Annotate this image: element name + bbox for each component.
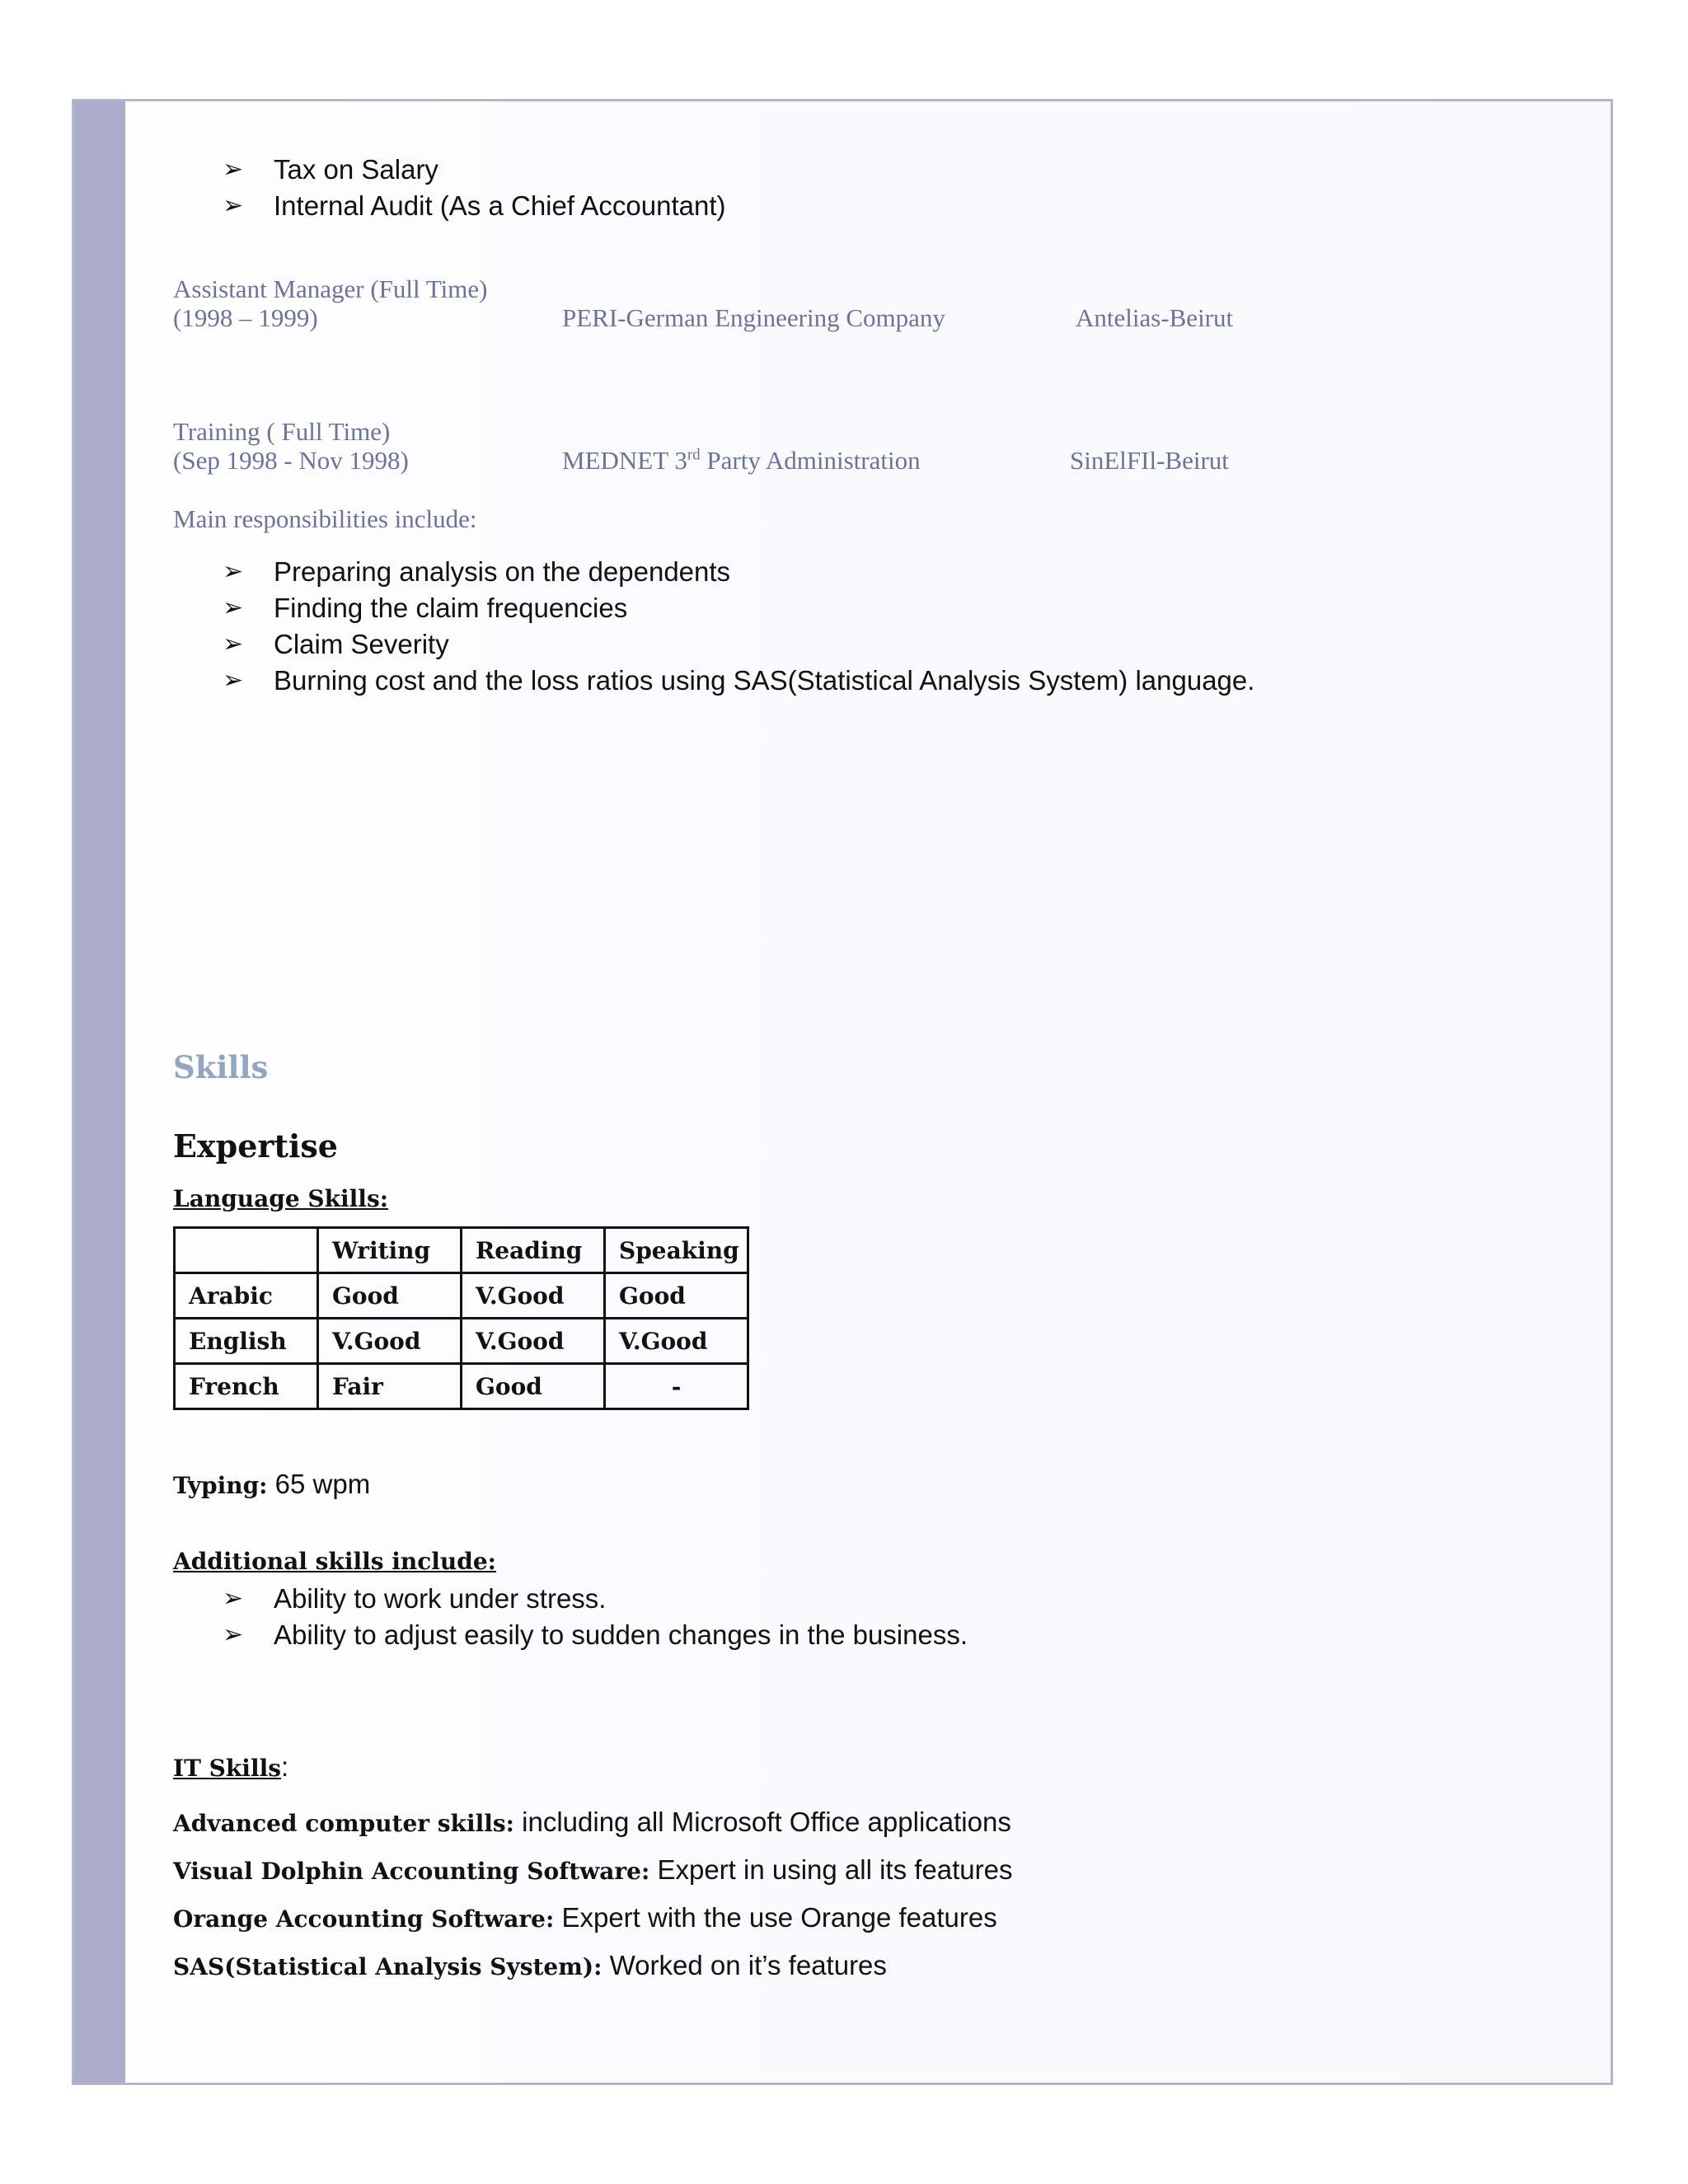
it-skill-label: SAS(Statistical Analysis System): [173,1953,603,1980]
job2-company [562,446,921,476]
table-cell: Arabic [175,1273,318,1319]
typing-value: 65 wpm [267,1469,371,1499]
language-table [173,1226,749,1410]
list-item-text: Finding the claim frequencies [274,593,628,623]
table-header-cell: Speaking [605,1228,748,1273]
arrow-bullet-icon: ➢ [223,630,244,658]
it-skills-heading [173,1751,288,1783]
skills-heading: Skills [173,1049,269,1085]
table-cell: - [605,1364,748,1409]
table-header-row [175,1228,748,1273]
it-skill-row [173,1950,887,1981]
arrow-bullet-icon: ➢ [223,156,244,183]
table-cell: V.Good [605,1319,748,1364]
job1-title: Assistant Manager (Full Time) [173,274,488,303]
job2-company-prefix: MEDNET 3 [562,446,687,475]
job2-location: SinElFIl-Beirut [1070,446,1229,475]
side-bar [74,101,125,2083]
arrow-bullet-icon: ➢ [223,558,244,585]
table-row [175,1273,748,1319]
it-skill-label: Advanced computer skills: [173,1810,514,1837]
arrow-bullet-icon: ➢ [223,192,244,219]
table-header-cell: Writing [318,1228,462,1273]
arrow-bullet-icon: ➢ [223,667,244,694]
it-skill-row [173,1807,1011,1838]
list-item-text: Internal Audit (As a Chief Accountant) [274,190,726,221]
typing-row [173,1469,370,1500]
job2-dates: (Sep 1998 - Nov 1998) [173,446,409,475]
it-skill-label: Visual Dolphin Accounting Software: [173,1858,650,1885]
it-skills-label: IT Skills [173,1755,281,1782]
table-cell: English [175,1319,318,1364]
additional-skills-label: Additional skills include: [173,1548,496,1575]
table-cell: V.Good [318,1319,462,1364]
page-frame [72,99,1613,2085]
table-row [175,1364,748,1409]
list-item-text: Claim Severity [274,629,449,659]
list-item-text: Burning cost and the loss ratios using SAS(Statistical Analysis System) language. [274,665,1255,696]
job1-company: PERI-German Engineering Company [562,303,945,332]
table-cell: V.Good [462,1319,605,1364]
job2-company-suffix: Party Administration [700,446,921,475]
it-skill-value: Worked on it’s features [602,1950,887,1980]
it-skills-colon: : [280,1751,289,1782]
table-row [175,1319,748,1364]
table-cell: Good [462,1364,605,1409]
arrow-bullet-icon: ➢ [223,1585,244,1612]
language-skills-label: Language Skills: [173,1185,389,1212]
job1-dates: (1998 – 1999) [173,303,318,332]
list-item-text: Tax on Salary [274,154,438,185]
table-cell: Good [605,1273,748,1319]
table-cell: Fair [318,1364,462,1409]
job2-title: Training ( Full Time) [173,417,391,446]
table-header-cell: Reading [462,1228,605,1273]
arrow-bullet-icon: ➢ [223,1621,244,1648]
it-skill-value: including all Microsoft Office applications [513,1807,1011,1837]
list-item-text: Ability to adjust easily to sudden changes in the business. [274,1619,968,1650]
job2-company-sup: rd [687,446,701,464]
it-skill-label: Orange Accounting Software: [173,1905,555,1933]
list-item-text: Preparing analysis on the dependents [274,556,731,587]
job2-resp-label: Main responsibilities include: [173,504,477,533]
list-item-text: Ability to work under stress. [274,1583,607,1614]
it-skill-row [173,1902,997,1933]
job1-location: Antelias-Beirut [1076,303,1234,332]
table-cell: Good [318,1273,462,1319]
table-cell: French [175,1364,318,1409]
typing-label: Typing: [173,1472,268,1499]
it-skill-value: Expert in using all its features [649,1854,1013,1885]
expertise-heading: Expertise [173,1127,338,1165]
it-skill-row [173,1854,1013,1886]
it-skill-value: Expert with the use Orange features [554,1902,997,1933]
arrow-bullet-icon: ➢ [223,594,244,621]
table-header-cell [175,1228,318,1273]
table-cell: V.Good [462,1273,605,1319]
